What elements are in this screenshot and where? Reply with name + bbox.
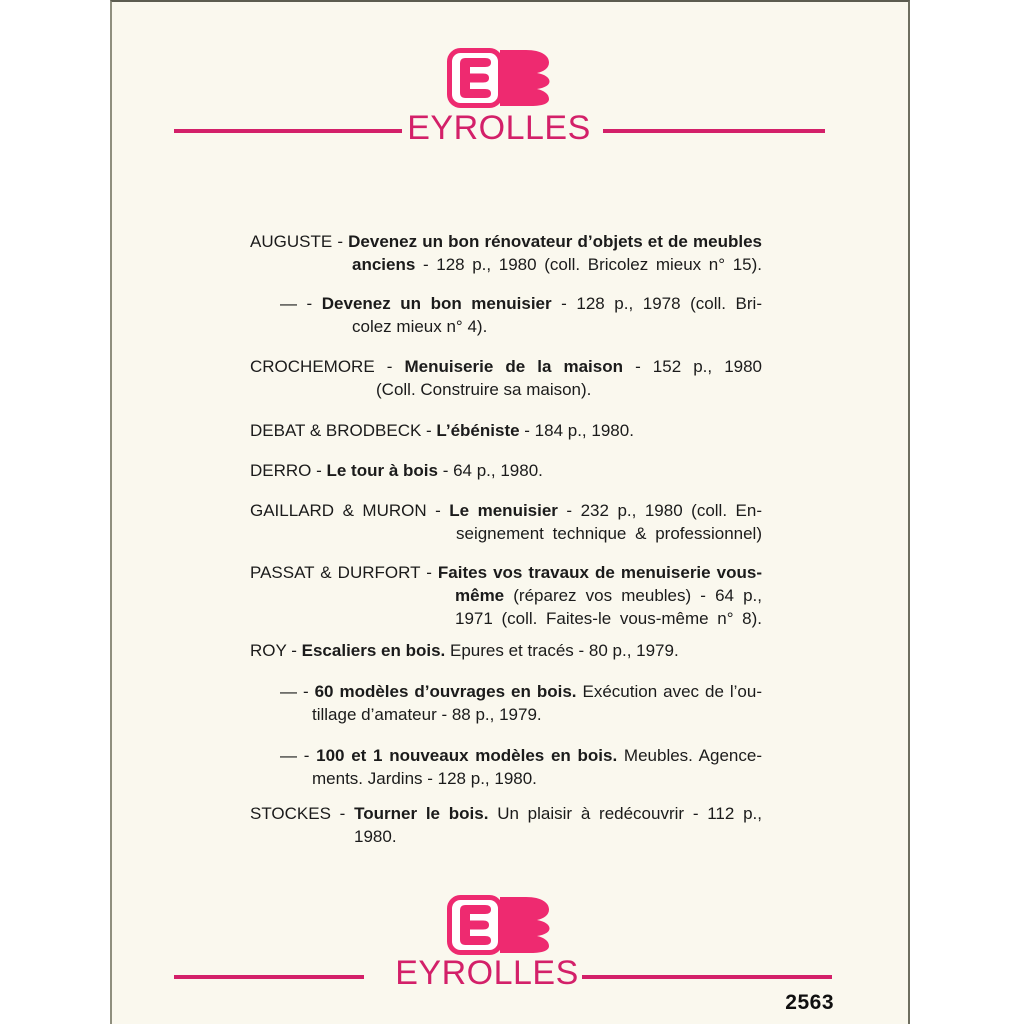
- paper-sheet: [110, 0, 910, 1024]
- catalog-line: PASSAT & DURFORT - Faites vos travaux de menuiserie vous-: [250, 563, 762, 582]
- catalog-entry: [250, 292, 762, 338]
- catalog-line: — - Devenez un bon menuisier - 128 p., 1978 (coll. Bri-: [280, 294, 762, 313]
- catalog-line: DEBAT & BRODBECK - L’ébéniste - 184 p., 1980.: [250, 421, 634, 440]
- catalog-line: — - 60 modèles d’ouvrages en bois. Exécution avec de l’ou-: [280, 682, 763, 701]
- catalog-line: anciens - 128 p., 1980 (coll. Bricolez mieux n° 15).: [352, 255, 762, 274]
- eyrolles-logo-icon: [447, 895, 553, 955]
- catalog-line: DERRO - Le tour à bois - 64 p., 1980.: [250, 461, 543, 480]
- catalog-entry: [250, 680, 762, 726]
- catalog-line: ments. Jardins - 128 p., 1980.: [312, 769, 537, 788]
- book-list: [250, 2, 762, 1024]
- catalog-line: STOCKES - Tourner le bois. Un plaisir à redécouvrir - 112 p.,: [250, 804, 762, 823]
- catalog-entry: [250, 230, 762, 276]
- publisher-wordmark-bottom: EYROLLES: [395, 954, 579, 992]
- banner-rule-bottom-right: [582, 975, 832, 979]
- catalog-entry: [250, 744, 762, 790]
- catalog-entry: [250, 355, 762, 401]
- catalog-line: 1980.: [354, 827, 397, 846]
- catalog-entry: [250, 639, 762, 662]
- catalog-entry: [250, 802, 762, 848]
- catalog-line: seignement technique & professionnel): [456, 524, 762, 543]
- catalog-entry: [250, 499, 762, 545]
- catalog-line: même (réparez vos meubles) - 64 p.,: [455, 586, 762, 605]
- catalog-line: tillage d’amateur - 88 p., 1979.: [312, 705, 542, 724]
- catalog-line: GAILLARD & MURON - Le menuisier - 232 p., 1980 (coll. En-: [250, 501, 762, 520]
- catalog-line: AUGUSTE - Devenez un bon rénovateur d’objets et de meubles: [250, 232, 763, 251]
- catalog-line: colez mieux n° 4).: [352, 317, 488, 336]
- catalog-line: 1971 (coll. Faites-le vous-même n° 8).: [455, 609, 762, 628]
- catalog-entry: [250, 419, 762, 442]
- catalog-entry: [250, 561, 762, 630]
- catalog-entry: [250, 459, 762, 482]
- catalog-line: (Coll. Construire sa maison).: [376, 380, 592, 399]
- catalog-number: 2563: [785, 991, 834, 1014]
- publisher-wordmark-top: EYROLLES: [407, 109, 591, 147]
- catalog-line: — - 100 et 1 nouveaux modèles en bois. Meubles. Agence-: [280, 746, 763, 765]
- catalog-line: ROY - Escaliers en bois. Epures et tracés - 80 p., 1979.: [250, 641, 679, 660]
- catalog-line: CROCHEMORE - Menuiserie de la maison - 152 p., 1980: [250, 357, 763, 376]
